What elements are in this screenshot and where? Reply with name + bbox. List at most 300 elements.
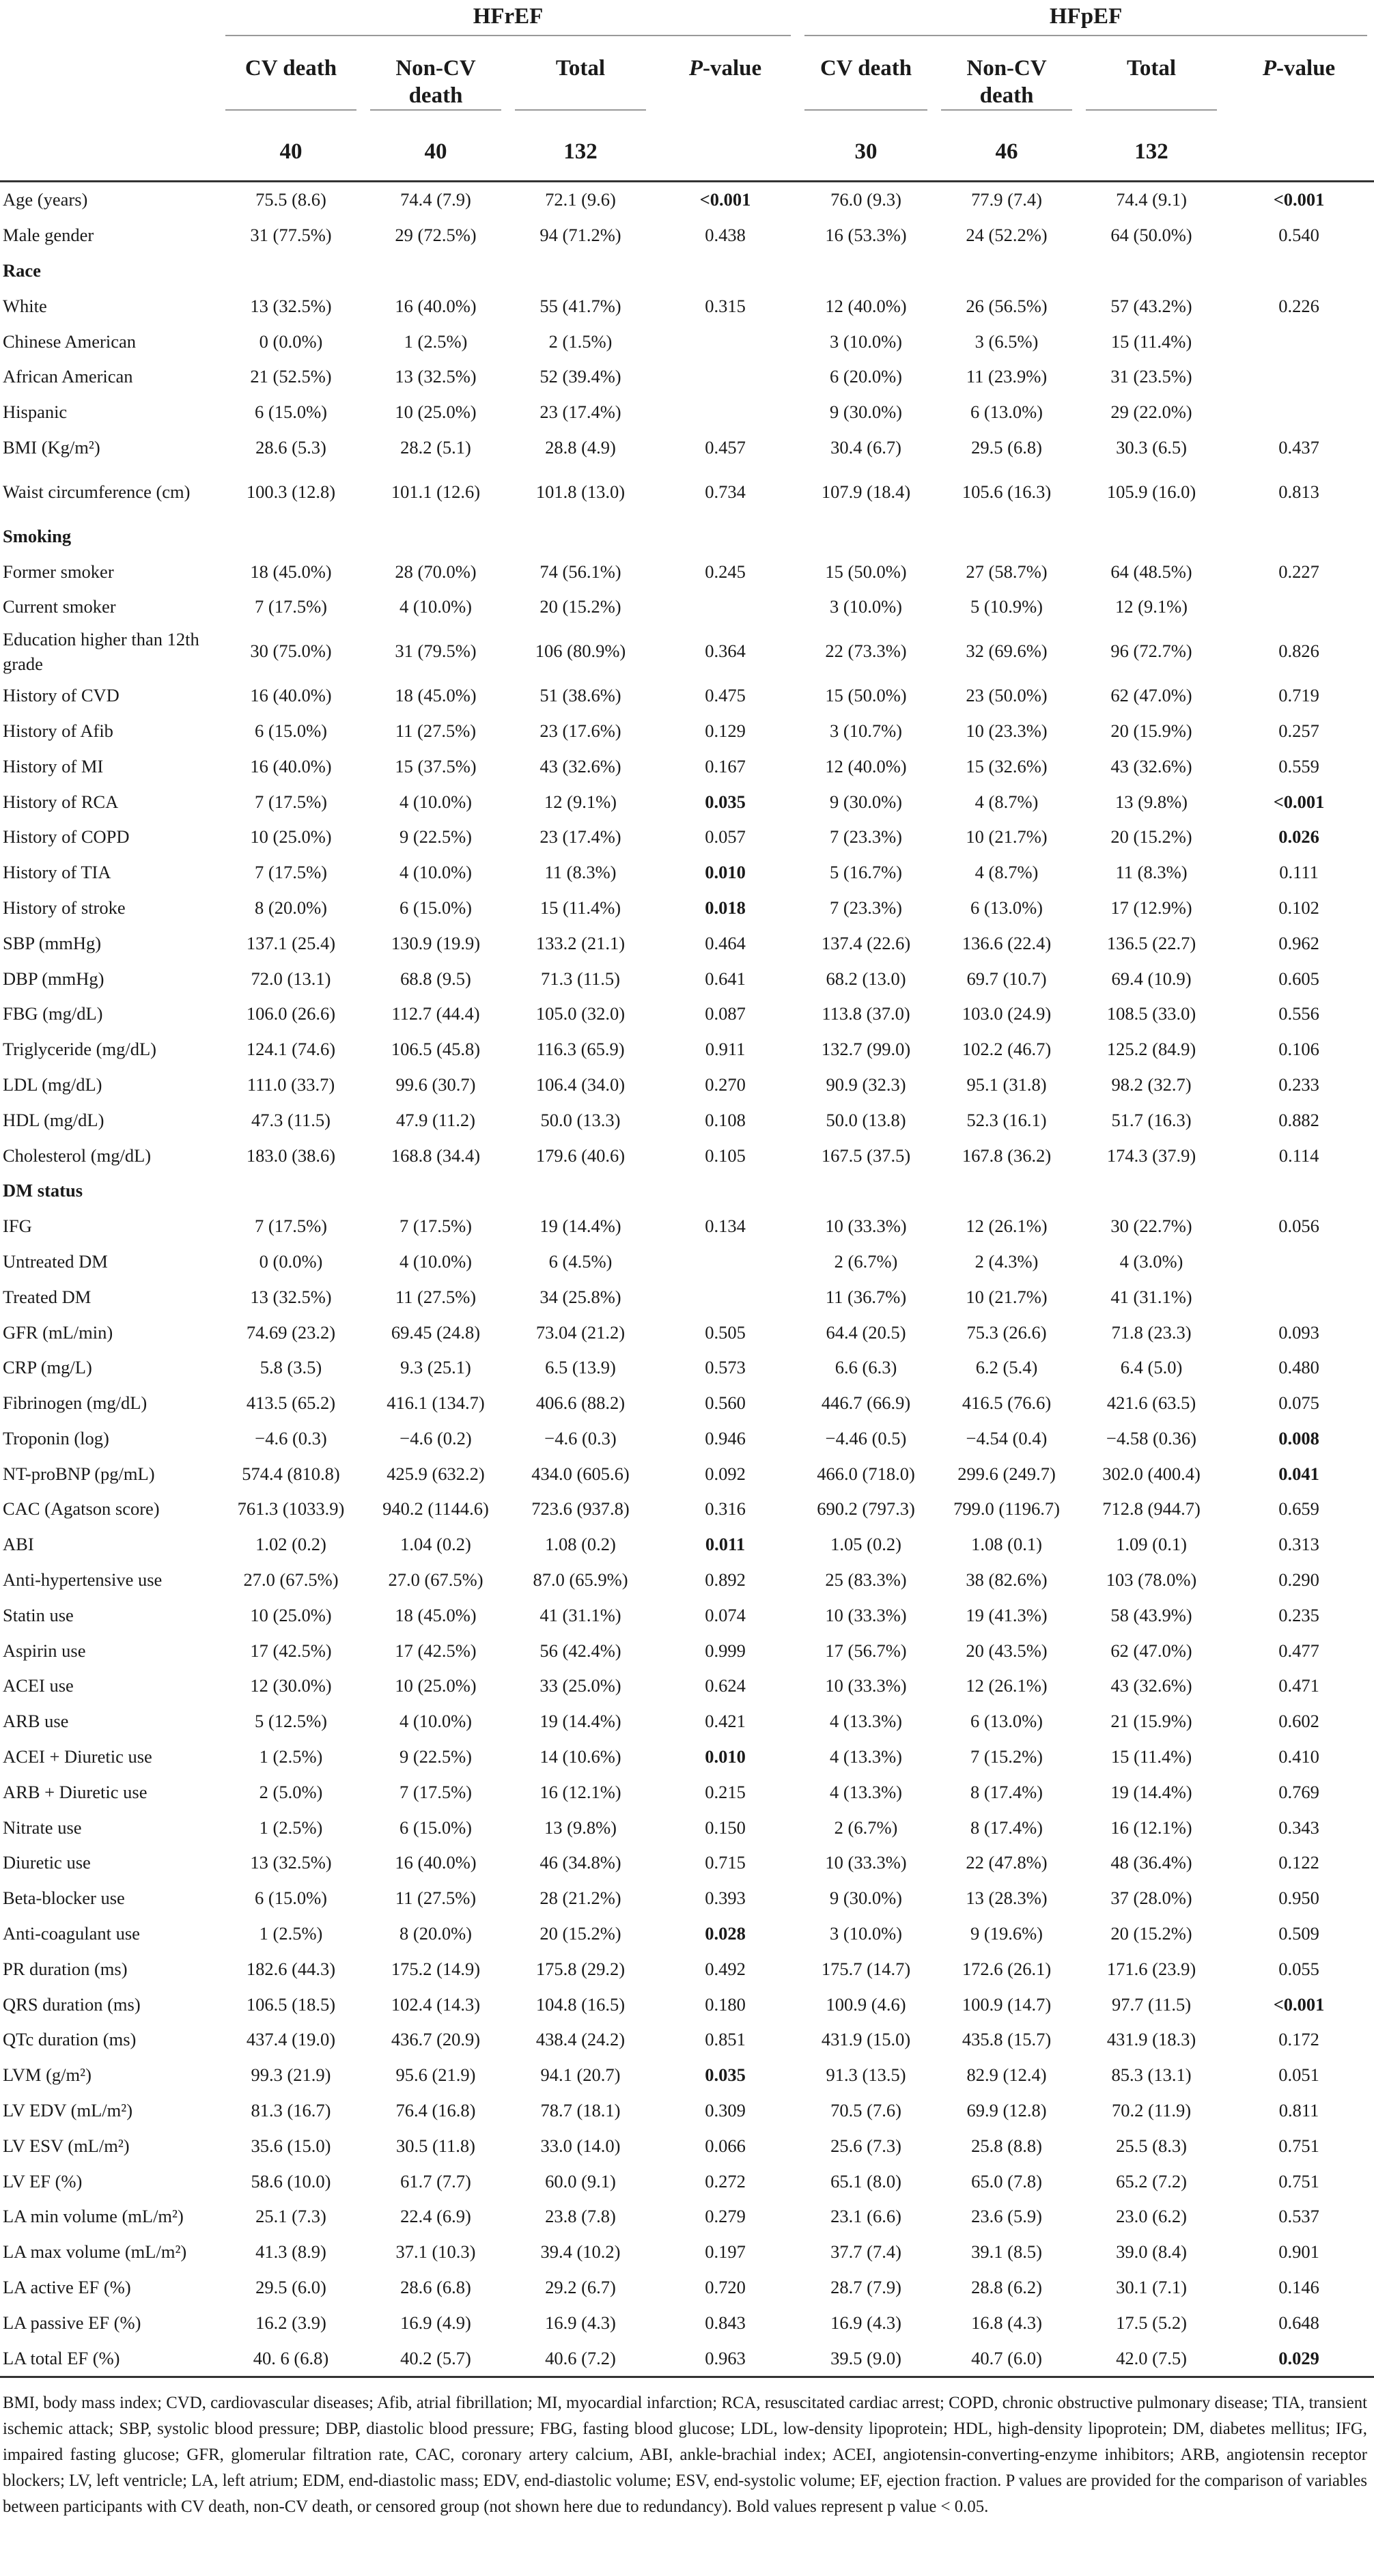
table-row (0, 2270, 1374, 2306)
value-cell: 102.2 (46.7) (962, 1039, 1052, 1060)
value-cell: 16.9 (4.3) (545, 2312, 616, 2333)
value-cell: 183.0 (38.6) (246, 1145, 336, 1166)
value-cell: 6 (15.0%) (255, 402, 327, 423)
value-cell: 95.1 (31.8) (966, 1074, 1047, 1095)
p-value-cell: 0.018 (705, 897, 746, 918)
p-value-cell: 0.962 (1278, 932, 1319, 953)
value-cell: 105.9 (16.0) (1106, 481, 1196, 502)
value-cell: 11 (27.5%) (395, 1888, 477, 1909)
value-cell: 16 (40.0%) (250, 755, 332, 776)
section-row (0, 1173, 1374, 1209)
value-cell: 4 (8.7%) (975, 791, 1039, 812)
p-value-cell: 0.901 (1278, 2241, 1319, 2263)
value-cell: 2 (4.3%) (975, 1250, 1039, 1272)
value-cell: 25.5 (8.3) (1116, 2135, 1187, 2156)
value-cell: 15 (37.5%) (395, 755, 477, 776)
value-cell: 10 (33.3%) (825, 1216, 907, 1237)
p-value-cell: 0.235 (1278, 1604, 1319, 1625)
value-cell: 1 (2.5%) (259, 1923, 323, 1944)
value-cell: 1 (2.5%) (404, 331, 468, 352)
p-value-cell: 0.605 (1278, 968, 1319, 989)
value-cell: 0 (0.0%) (259, 1250, 323, 1272)
value-cell: 19 (41.3%) (966, 1604, 1048, 1625)
value-cell: 10 (25.0%) (250, 826, 332, 848)
row-label: CRP (mg/L) (3, 1357, 92, 1378)
value-cell: 27.0 (67.5%) (243, 1569, 339, 1591)
value-cell: 41 (31.1%) (539, 1604, 621, 1625)
row-label: NT-proBNP (pg/mL) (3, 1463, 155, 1484)
value-cell: 22 (73.3%) (825, 641, 907, 662)
value-cell: 799.0 (1196.7) (953, 1498, 1060, 1520)
value-cell: 68.2 (13.0) (826, 968, 906, 989)
row-label: Treated DM (3, 1286, 92, 1307)
value-cell: 6.6 (6.3) (835, 1357, 897, 1378)
table-row (0, 678, 1374, 714)
value-cell: 71.8 (23.3) (1111, 1321, 1192, 1343)
section-label: DM status (3, 1180, 83, 1201)
value-cell: 94 (71.2%) (539, 225, 621, 246)
value-cell: 28.8 (4.9) (545, 436, 616, 458)
value-cell: 28.6 (5.3) (255, 436, 326, 458)
value-cell: 28.2 (5.1) (400, 436, 471, 458)
p-value-cell: 0.134 (705, 1216, 746, 1237)
empty-cell (653, 253, 798, 289)
table-row (0, 1102, 1374, 1138)
value-cell: 55 (41.7%) (539, 295, 621, 316)
row-label: FBG (mg/dL) (3, 1003, 103, 1024)
value-cell: 12 (30.0%) (250, 1675, 332, 1696)
value-cell: 28 (21.2%) (539, 1888, 621, 1909)
value-cell: 1.08 (0.2) (545, 1534, 616, 1555)
col-pvalue-p-right: P (1262, 56, 1277, 81)
value-cell: 85.3 (13.1) (1111, 2064, 1192, 2086)
value-cell: 574.4 (810.8) (242, 1463, 340, 1484)
value-cell: 21 (52.5%) (250, 366, 332, 387)
row-label: African American (3, 366, 133, 387)
p-value-cell: <0.001 (1224, 180, 1374, 218)
value-cell: 52.3 (16.1) (966, 1109, 1047, 1130)
value-cell: 11 (8.3%) (1115, 862, 1188, 883)
value-cell: 12 (26.1%) (966, 1675, 1048, 1696)
table-row (0, 925, 1374, 961)
col-cv-death: CV death (225, 55, 356, 111)
value-cell: 1.04 (0.2) (400, 1534, 471, 1555)
p-value-cell: 0.035 (705, 2064, 746, 2086)
table-row (0, 1315, 1374, 1350)
value-cell: 437.4 (19.0) (246, 2029, 336, 2050)
p-value-cell: 0.114 (1278, 1145, 1319, 1166)
value-cell: 16 (40.0%) (395, 295, 477, 316)
p-value-cell (1224, 1244, 1374, 1280)
table-row (0, 180, 1374, 218)
value-cell: 29 (22.0%) (1110, 402, 1192, 423)
empty-cell (219, 253, 363, 289)
value-cell: 13 (9.8%) (1115, 791, 1188, 812)
value-cell: 1 (2.5%) (259, 1817, 323, 1838)
row-label: Age (years) (0, 180, 219, 218)
p-value-cell: 0.167 (705, 755, 746, 776)
value-cell: 69.7 (10.7) (966, 968, 1047, 989)
p-value-cell: 0.364 (705, 641, 746, 662)
value-cell: 1.02 (0.2) (255, 1534, 326, 1555)
empty-cell (1224, 253, 1374, 289)
value-cell: 19 (14.4%) (539, 1216, 621, 1237)
p-value-cell: 0.492 (705, 1958, 746, 1979)
p-value-cell (653, 359, 798, 395)
value-cell: 16 (12.1%) (1110, 1817, 1192, 1838)
p-value-cell: 0.715 (705, 1852, 746, 1873)
n-hfref-total: 132 (563, 139, 598, 164)
col-total: Total (515, 55, 646, 111)
value-cell: 2 (5.0%) (259, 1781, 323, 1802)
row-label: LV EF (%) (3, 2170, 83, 2192)
p-value-cell: 0.279 (705, 2206, 746, 2227)
p-value-cell: 0.029 (1224, 2340, 1374, 2378)
value-cell: 2 (6.7%) (834, 1817, 898, 1838)
p-value-cell: 0.227 (1278, 561, 1319, 582)
value-cell: 15 (50.0%) (825, 561, 907, 582)
value-cell: 29.5 (6.8) (971, 436, 1042, 458)
p-value-cell: 0.129 (705, 720, 746, 741)
value-cell: 5.8 (3.5) (260, 1357, 322, 1378)
p-value-cell: 0.811 (1278, 2100, 1319, 2121)
p-value-cell: 0.505 (705, 1321, 746, 1343)
value-cell: 23.8 (7.8) (545, 2206, 616, 2227)
value-cell: 30 (75.0%) (250, 641, 332, 662)
value-cell: 6 (13.0%) (970, 897, 1043, 918)
table-row (0, 1951, 1374, 1987)
col-noncv-line2: death (408, 83, 463, 108)
table-row (0, 1881, 1374, 1916)
value-cell: 28 (70.0%) (395, 561, 477, 582)
value-cell: 6.2 (5.4) (975, 1357, 1038, 1378)
value-cell: 4 (10.0%) (399, 1711, 472, 1732)
p-value-cell: 0.146 (1278, 2277, 1319, 2298)
value-cell: 10 (33.3%) (825, 1604, 907, 1625)
row-label: HDL (mg/dL) (3, 1109, 104, 1130)
value-cell: 1.09 (0.1) (1116, 1534, 1187, 1555)
value-cell: 52 (39.4%) (539, 366, 621, 387)
value-cell: 75.3 (26.6) (966, 1321, 1047, 1343)
p-value-cell: 0.215 (705, 1781, 746, 1802)
value-cell: 2 (1.5%) (548, 331, 613, 352)
value-cell: 20 (15.2%) (539, 1923, 621, 1944)
value-cell: 4 (13.3%) (830, 1711, 903, 1732)
p-value-cell: 0.075 (1278, 1392, 1319, 1414)
value-cell: 51.7 (16.3) (1111, 1109, 1192, 1130)
value-cell: 40.7 (6.0) (934, 2340, 1079, 2378)
value-cell: 40. 6 (6.8) (219, 2340, 363, 2378)
value-cell: 28.7 (7.9) (830, 2277, 901, 2298)
value-cell: 11 (8.3%) (544, 862, 617, 883)
empty-cell (1224, 518, 1374, 554)
value-cell: 16.9 (4.9) (400, 2312, 471, 2333)
value-cell: 22.4 (6.9) (400, 2206, 471, 2227)
value-cell: 167.8 (36.2) (962, 1145, 1052, 1166)
section-row (0, 253, 1374, 289)
value-cell: 104.8 (16.5) (535, 1993, 626, 2015)
table-row (0, 820, 1374, 855)
table-row (0, 1987, 1374, 2022)
value-cell: 10 (25.0%) (395, 1675, 477, 1696)
value-cell: 10 (33.3%) (825, 1852, 907, 1873)
value-cell: 20 (43.5%) (966, 1640, 1048, 1661)
p-value-cell: 0.573 (705, 1357, 746, 1378)
p-value-cell: 0.851 (705, 2029, 746, 2050)
p-value-cell: 0.270 (705, 1074, 746, 1095)
p-value-cell: 0.471 (1278, 1675, 1319, 1696)
value-cell: 17.5 (5.2) (1116, 2312, 1187, 2333)
value-cell: 32 (69.6%) (966, 641, 1048, 662)
table-row (0, 218, 1374, 253)
p-value-cell: 0.172 (1278, 2029, 1319, 2050)
table-row (0, 395, 1374, 430)
value-cell: 6 (15.0%) (255, 720, 327, 741)
row-label: Cholesterol (mg/dL) (3, 1145, 152, 1166)
group-hfref: HFrEF (225, 4, 791, 36)
value-cell: 43 (32.6%) (1110, 755, 1192, 776)
row-label: LA min volume (mL/m²) (3, 2206, 184, 2227)
row-label: History of CVD (3, 685, 120, 706)
p-value-cell: 0.315 (705, 295, 746, 316)
p-value-cell: 0.087 (705, 1003, 746, 1024)
value-cell: 175.7 (14.7) (821, 1958, 911, 1979)
p-value-cell: 0.108 (705, 1109, 746, 1130)
value-cell: 4 (10.0%) (399, 1250, 472, 1272)
table-row (0, 1279, 1374, 1315)
value-cell: 15 (11.4%) (1110, 1746, 1192, 1767)
value-cell: 107.9 (18.4) (821, 481, 911, 502)
p-value-cell: 0.057 (705, 826, 746, 848)
value-cell: 438.4 (24.2) (535, 2029, 626, 2050)
value-cell: 23 (17.6%) (539, 720, 621, 741)
value-cell: 6.4 (5.0) (1120, 1357, 1183, 1378)
value-cell: 111.0 (33.7) (247, 1074, 335, 1095)
row-label: Male gender (3, 225, 94, 246)
p-value-cell: <0.001 (653, 180, 798, 218)
p-value-cell (653, 1244, 798, 1280)
value-cell: 21 (15.9%) (1110, 1711, 1192, 1732)
value-cell: 101.1 (12.6) (391, 481, 481, 502)
value-cell: 37 (28.0%) (1110, 1888, 1192, 1909)
value-cell: 9 (30.0%) (830, 402, 903, 423)
table-row (0, 589, 1374, 625)
value-cell: 77.9 (7.4) (934, 180, 1079, 218)
value-cell: 137.4 (22.6) (821, 932, 911, 953)
p-value-cell: 0.560 (705, 1392, 746, 1414)
value-cell: 23 (17.4%) (539, 402, 621, 423)
section-label: Race (3, 260, 41, 281)
row-label: White (3, 295, 47, 316)
row-label: Fibrinogen (mg/dL) (3, 1392, 148, 1414)
value-cell: 6 (15.0%) (399, 897, 472, 918)
value-cell: 25 (83.3%) (825, 1569, 907, 1591)
p-value-cell: 0.813 (1278, 481, 1319, 502)
table-row (0, 430, 1374, 466)
table-row (0, 1704, 1374, 1739)
value-cell: 16 (53.3%) (825, 225, 907, 246)
p-value-cell: 0.313 (1278, 1534, 1319, 1555)
col-pvalue (660, 55, 791, 82)
table-row (0, 1492, 1374, 1527)
value-cell: 167.5 (37.5) (821, 1145, 911, 1166)
value-cell: 16.8 (4.3) (971, 2312, 1042, 2333)
value-cell: 9 (22.5%) (399, 826, 472, 848)
value-cell: 30.4 (6.7) (830, 436, 901, 458)
table-row (0, 324, 1374, 359)
table-body (0, 180, 1374, 2378)
value-cell: 17 (42.5%) (395, 1640, 477, 1661)
value-cell: 62 (47.0%) (1110, 1640, 1192, 1661)
value-cell: 74.4 (9.1) (1079, 180, 1224, 218)
p-value-cell: 0.751 (1278, 2170, 1319, 2192)
value-cell: 81.3 (16.7) (251, 2100, 331, 2121)
row-label: Statin use (3, 1604, 74, 1625)
p-value-cell: 0.011 (705, 1534, 746, 1555)
value-cell: 136.5 (22.7) (1106, 932, 1196, 953)
table-row (0, 2093, 1374, 2129)
value-cell: 9 (30.0%) (830, 1888, 903, 1909)
value-cell: 106.4 (34.0) (535, 1074, 626, 1095)
value-cell: 431.9 (15.0) (821, 2029, 911, 2050)
value-cell: 13 (32.5%) (395, 366, 477, 387)
value-cell: 436.7 (20.9) (391, 2029, 481, 2050)
p-value-cell: 0.641 (705, 968, 746, 989)
value-cell: 71.3 (11.5) (540, 968, 621, 989)
p-value-cell (1224, 359, 1374, 395)
value-cell: 16 (40.0%) (250, 685, 332, 706)
value-cell: 15 (50.0%) (825, 685, 907, 706)
value-cell: 4 (10.0%) (399, 596, 472, 617)
value-cell: 65.1 (8.0) (830, 2170, 901, 2192)
value-cell: 90.9 (32.3) (826, 1074, 906, 1095)
row-label: IFG (3, 1216, 32, 1237)
value-cell: 94.1 (20.7) (540, 2064, 621, 2086)
value-cell: 172.6 (26.1) (962, 1958, 1052, 1979)
value-cell: 69.9 (12.8) (966, 2100, 1047, 2121)
value-cell: 99.6 (30.7) (395, 1074, 476, 1095)
value-cell: 39.0 (8.4) (1116, 2241, 1187, 2263)
row-label: QRS duration (ms) (3, 1993, 141, 2015)
value-cell: 64.4 (20.5) (826, 1321, 906, 1343)
value-cell: 130.9 (19.9) (391, 932, 481, 953)
value-cell: 12 (9.1%) (544, 791, 617, 812)
table-row (0, 891, 1374, 926)
value-cell: 47.3 (11.5) (251, 1109, 331, 1130)
value-cell: 58.6 (10.0) (251, 2170, 331, 2192)
row-label: Current smoker (3, 596, 116, 617)
value-cell: 60.0 (9.1) (545, 2170, 616, 2192)
row-label: Education higher than 12th grade (3, 628, 199, 674)
value-cell: 3 (10.0%) (830, 331, 903, 352)
value-cell: 133.2 (21.1) (535, 932, 626, 953)
value-cell: 65.0 (7.8) (971, 2170, 1042, 2192)
value-cell: 3 (10.0%) (830, 1923, 903, 1944)
p-value-cell: 0.316 (705, 1498, 746, 1520)
value-cell: 175.2 (14.9) (391, 1958, 481, 1979)
p-value-cell: 0.537 (1278, 2206, 1319, 2227)
value-cell: 17 (56.7%) (825, 1640, 907, 1661)
value-cell: 4 (3.0%) (1119, 1250, 1183, 1272)
value-cell: 62 (47.0%) (1110, 685, 1192, 706)
value-cell: 17 (42.5%) (250, 1640, 332, 1661)
value-cell: 113.8 (37.0) (822, 1003, 910, 1024)
value-cell: 124.1 (74.6) (246, 1039, 336, 1060)
value-cell: 10 (21.7%) (966, 826, 1048, 848)
value-cell: 25.1 (7.3) (255, 2206, 326, 2227)
table-row (0, 2340, 1374, 2378)
row-label: LA passive EF (%) (3, 2312, 141, 2333)
table-row (0, 465, 1374, 518)
value-cell: 19 (14.4%) (539, 1711, 621, 1732)
value-cell: 31 (79.5%) (395, 641, 477, 662)
col-noncv-line1-right: Non-CV (966, 56, 1047, 81)
row-label: SBP (mmHg) (3, 932, 102, 953)
p-value-cell: 0.457 (705, 436, 746, 458)
value-cell: 1 (2.5%) (259, 1746, 323, 1767)
value-cell: 0 (0.0%) (259, 331, 323, 352)
p-value-cell: 0.624 (705, 1675, 746, 1696)
p-value-cell: 0.963 (653, 2340, 798, 2378)
p-value-cell: 0.734 (705, 481, 746, 502)
row-label: BMI (Kg/m²) (3, 436, 100, 458)
value-cell: 30 (22.7%) (1110, 1216, 1192, 1237)
col-pvalue-rest: -value (703, 56, 762, 81)
p-value-cell: 0.946 (705, 1427, 746, 1448)
value-cell: 37.7 (7.4) (830, 2241, 901, 2263)
value-cell: 11 (23.9%) (966, 366, 1048, 387)
value-cell: −4.6 (0.3) (255, 1427, 327, 1448)
value-cell: 12 (9.1%) (1115, 596, 1188, 617)
value-cell: 31 (77.5%) (250, 225, 332, 246)
value-cell: 435.8 (15.7) (962, 2029, 1052, 2050)
table-row (0, 1067, 1374, 1103)
value-cell: 8 (17.4%) (970, 1817, 1043, 1838)
empty-cell (653, 1173, 798, 1209)
value-cell: 413.5 (65.2) (246, 1392, 336, 1414)
table-row (0, 1668, 1374, 1704)
value-cell: 5 (10.9%) (970, 596, 1043, 617)
value-cell: 431.9 (18.3) (1106, 2029, 1196, 2050)
value-cell: 56 (42.4%) (539, 1640, 621, 1661)
p-value-cell (1224, 395, 1374, 430)
value-cell: 416.5 (76.6) (962, 1392, 1052, 1414)
p-value-cell: 0.008 (1278, 1427, 1319, 1448)
value-cell: 13 (9.8%) (544, 1817, 617, 1838)
value-cell: 65.2 (7.2) (1116, 2170, 1187, 2192)
table-row (0, 1032, 1374, 1067)
table-row (0, 1810, 1374, 1845)
value-cell: 50.0 (13.3) (540, 1109, 621, 1130)
column-header-row (0, 40, 1374, 123)
group-header-row (0, 0, 1374, 40)
value-cell: 2 (6.7%) (834, 1250, 898, 1272)
value-cell: 40.2 (5.7) (363, 2340, 508, 2378)
row-label: LDL (mg/dL) (3, 1074, 102, 1095)
value-cell: 29.2 (6.7) (545, 2277, 616, 2298)
col-noncv-death-right (941, 55, 1072, 111)
value-cell: 13 (32.5%) (250, 1286, 332, 1307)
p-value-cell (653, 1279, 798, 1315)
empty-cell (1079, 518, 1224, 554)
value-cell: 38 (82.6%) (966, 1569, 1048, 1591)
table-row (0, 996, 1374, 1032)
value-cell: 5 (16.7%) (830, 862, 903, 883)
value-cell: 58 (43.9%) (1110, 1604, 1192, 1625)
value-cell: 15 (32.6%) (966, 755, 1048, 776)
p-value-cell: 0.437 (1278, 436, 1319, 458)
value-cell: 43 (32.6%) (539, 755, 621, 776)
